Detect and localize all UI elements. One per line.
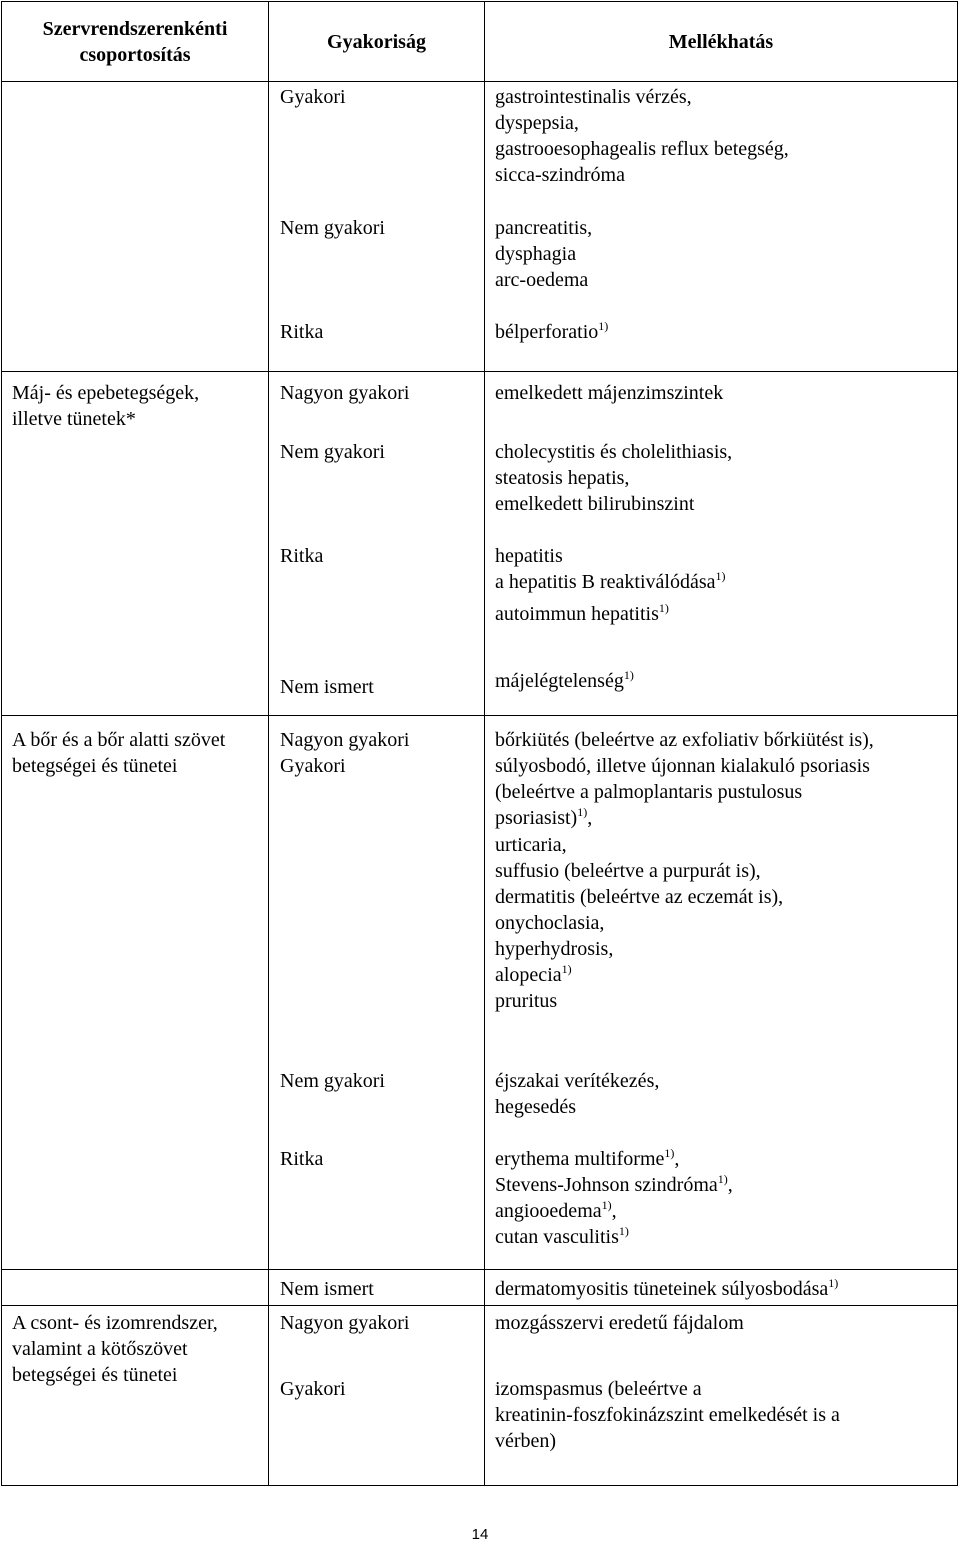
freq-liver-unknown: Nem ismert (280, 676, 374, 698)
effect-line: dermatitis (beleértve az eczemát is), (495, 886, 784, 908)
effect-line: alopecia$^{1)}$ (495, 962, 572, 986)
effect-line: erythema multiforme$^{1)}$, (495, 1146, 680, 1170)
header-frequency-label: Gyakoriság (327, 30, 426, 53)
effect-line: cholecystitis és cholelithiasis, (495, 441, 733, 463)
freq-skin-unknown: Nem ismert (280, 1278, 374, 1300)
footnote-marker: 1) (658, 601, 669, 615)
effect-line: emelkedett bilirubinszint (495, 493, 695, 515)
effect-line: psoriasist)$^{1)}$, (495, 805, 593, 829)
freq-skin-very-common: Nagyon gyakori (280, 729, 410, 751)
footnote-marker: 1) (618, 1224, 629, 1238)
freq-gi-uncommon: Nem gyakori (280, 217, 385, 239)
effect-line: pruritus (495, 990, 558, 1012)
effect-line: hegesedés (495, 1096, 577, 1118)
effect-line: mozgásszervi eredetű fájdalom (495, 1312, 744, 1334)
group-skin-freq-cell (268, 715, 485, 1270)
effect-line: angiooedema$^{1)}$, (495, 1198, 617, 1222)
effect-line: dermatomyositis tüneteinek súlyosbodása$^{1)}$ (495, 1276, 839, 1300)
freq-liver-rare: Ritka (280, 545, 324, 567)
footnote-marker: 1) (577, 805, 588, 819)
footnote-marker: 1) (561, 962, 572, 976)
header-frequency (268, 1, 485, 82)
effect-line: suffusio (beleértve a purpurát is), (495, 860, 761, 882)
freq-skin-uncommon: Nem gyakori (280, 1070, 385, 1092)
effect-line: hepatitis (495, 545, 563, 567)
effect-line: cutan vasculitis$^{1)}$ (495, 1224, 629, 1248)
effect-line: súlyosbodó, illetve újonnan kialakuló psoriasis (495, 755, 870, 777)
effect-line: bőrkiütés (beleértve az exfoliativ bőrkiütést is), (495, 729, 874, 751)
header-side-effect-label: Mellékhatás (668, 30, 774, 53)
organ-liver-line2: illetve tünetek* (12, 408, 136, 430)
effect-line: steatosis hepatis, (495, 467, 630, 489)
freq-liver-uncommon: Nem gyakori (280, 441, 385, 463)
footnote-marker: 1) (715, 569, 726, 583)
organ-musculo-line3: betegségei és tünetei (12, 1364, 178, 1386)
freq-gi-common: Gyakori (280, 86, 346, 108)
organ-liver-line1: Máj- és epebetegségek, (12, 382, 200, 404)
organ-skin-line2: betegségei és tünetei (12, 755, 178, 777)
effect-line: izomspasmus (beleértve a (495, 1378, 702, 1400)
effect-line: gastrooesophagealis reflux betegség, (495, 138, 789, 160)
effect-line: (beleértve a palmoplantaris pustulosus (495, 781, 803, 803)
footnote-marker: 1) (717, 1172, 728, 1186)
freq-skin-rare: Ritka (280, 1148, 324, 1170)
freq-musculo-very-common: Nagyon gyakori (280, 1312, 410, 1334)
freq-musculo-common: Gyakori (280, 1378, 346, 1400)
page-number: 14 (471, 1526, 489, 1543)
effect-line: kreatinin-foszfokinázszint emelkedését is a (495, 1404, 840, 1426)
effect-line: pancreatitis, (495, 217, 593, 239)
freq-gi-rare: Ritka (280, 321, 324, 343)
effect-line: autoimmun hepatitis$^{1)}$ (495, 601, 669, 625)
effect-line: urticaria, (495, 834, 567, 856)
effect-line: onychoclasia, (495, 912, 605, 934)
header-organ-system (1, 1, 269, 82)
organ-skin-line1: A bőr és a bőr alatti szövet (12, 729, 226, 751)
effect-line: emelkedett májenzimszintek (495, 382, 724, 404)
effect-line: gastrointestinalis vérzés, (495, 86, 692, 108)
header-side-effect (484, 1, 958, 82)
effect-line: éjszakai verítékezés, (495, 1070, 660, 1092)
effect-line: dysphagia (495, 243, 577, 265)
footnote-marker: 1) (828, 1276, 839, 1290)
effect-line: májelégtelenség$^{1)}$ (495, 668, 634, 692)
effect-line: arc-oedema (495, 269, 589, 291)
footnote-marker: 1) (598, 319, 609, 333)
footnote-marker: 1) (601, 1198, 612, 1212)
organ-musculo-line1: A csont- és izomrendszer, (12, 1312, 218, 1334)
group-gi-organ-cell (1, 81, 269, 372)
footnote-marker: 1) (623, 668, 634, 682)
group-musculo-organ-top-cell (1, 1269, 269, 1306)
effect-line: dyspepsia, (495, 112, 579, 134)
effect-line: sicca-szindróma (495, 164, 625, 186)
effect-line: bélperforatio$^{1)}$ (495, 319, 609, 343)
effect-line: Stevens-Johnson szindróma$^{1)}$, (495, 1172, 733, 1196)
effect-line: vérben) (495, 1430, 557, 1452)
freq-skin-common: Gyakori (280, 755, 346, 777)
organ-musculo-line2: valamint a kötőszövet (12, 1338, 188, 1360)
footnote-marker: 1) (664, 1146, 675, 1160)
effect-line: hyperhydrosis, (495, 938, 614, 960)
group-skin-organ-cell (1, 715, 269, 1270)
header-organ-system-label: Szervrendszerenkénti csoportosítás (42, 17, 228, 66)
effect-line: a hepatitis B reaktiválódása$^{1)}$ (495, 569, 726, 593)
freq-liver-very-common: Nagyon gyakori (280, 382, 410, 404)
